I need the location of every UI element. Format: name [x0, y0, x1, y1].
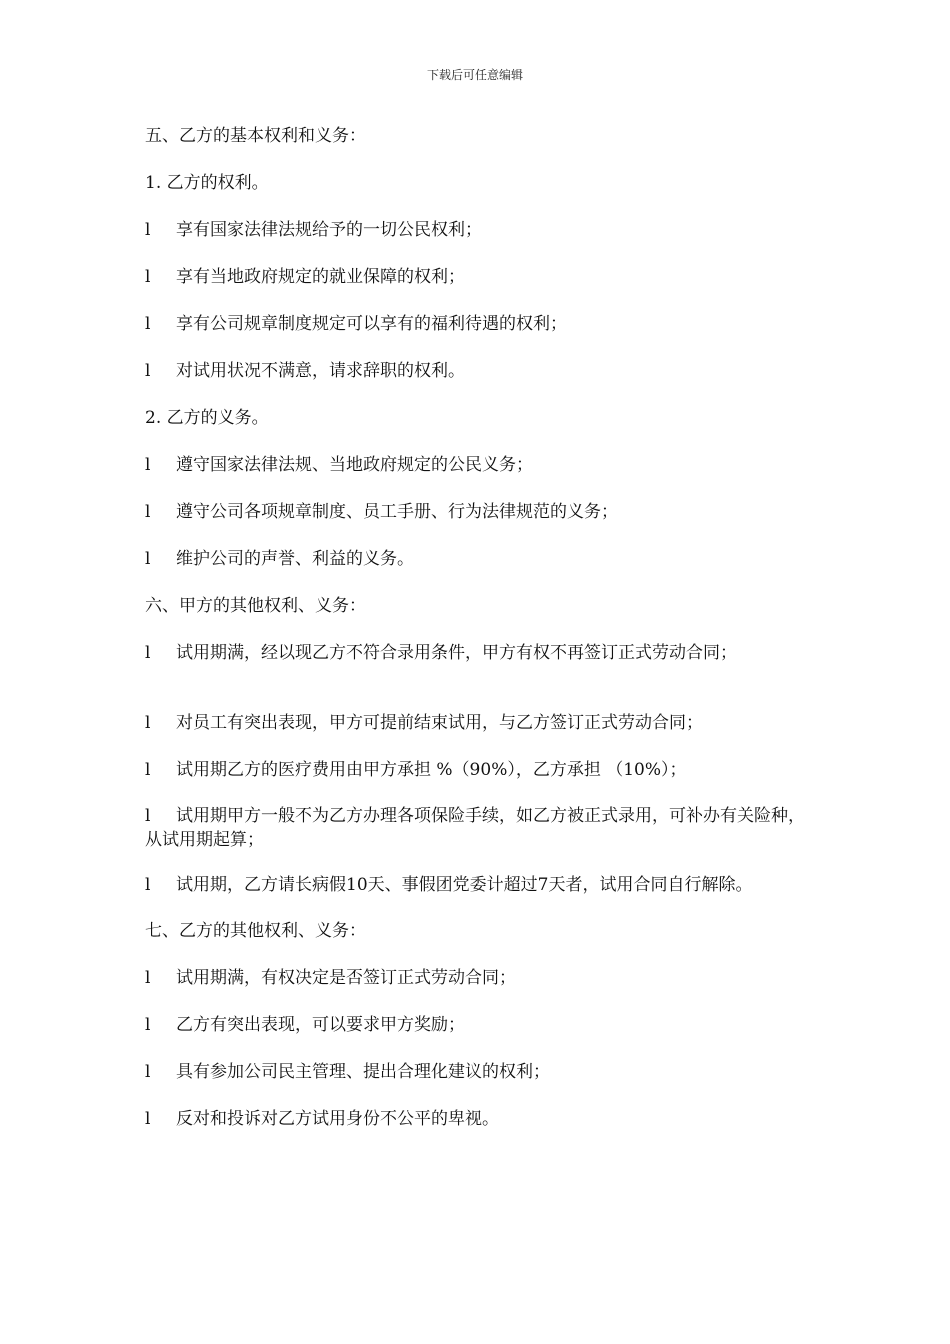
list-item [145, 873, 805, 897]
bullet-marker: l [145, 549, 151, 569]
list-item [145, 546, 805, 572]
list-item [145, 1059, 805, 1085]
list-item [145, 757, 805, 783]
list-item [145, 358, 805, 384]
list-item-text: 试用期甲方一般不为乙方办理各项保险手续，如乙方被正式录用，可补办有关险种，从试用期起算； [145, 806, 805, 850]
subsection-heading-rights: 1. 乙方的权利。 [145, 173, 269, 193]
list-item-text: 试用期乙方的医疗费用由甲方承担 %（90%），乙方承担 （10%）； [176, 760, 687, 780]
list-item [145, 965, 805, 991]
list-item-text: 具有参加公司民主管理、提出合理化建议的权利； [176, 1062, 550, 1082]
bullet-marker: l [145, 267, 151, 287]
bullet-marker: l [145, 502, 151, 522]
bullet-marker: l [145, 643, 151, 663]
list-item-text: 享有公司规章制度规定可以享有的福利待遇的权利； [176, 314, 567, 334]
bullet-marker: l [145, 455, 151, 475]
list-item-text: 遵守国家法律法规、当地政府规定的公民义务； [176, 455, 533, 475]
list-item [145, 264, 805, 290]
document-body [145, 123, 805, 1153]
list-item-text: 遵守公司各项规章制度、员工手册、行为法律规范的义务； [176, 502, 618, 522]
list-item [145, 499, 805, 525]
list-item-text: 享有国家法律法规给予的一切公民权利； [176, 220, 482, 240]
list-item [145, 217, 805, 243]
list-item [145, 804, 805, 852]
list-item [145, 1012, 805, 1038]
list-item [145, 640, 805, 666]
bullet-marker: l [145, 361, 151, 381]
section-heading-7: 七、乙方的其他权利、义务： [145, 921, 366, 941]
page-header: 下载后可任意编辑 [426, 68, 523, 82]
bullet-marker: l [145, 314, 151, 334]
list-item [145, 1106, 805, 1132]
list-item-text: 对员工有突出表现，甲方可提前结束试用，与乙方签订正式劳动合同； [176, 713, 703, 733]
bullet-marker: l [145, 1015, 151, 1035]
bullet-marker: l [145, 968, 151, 988]
list-item [145, 452, 805, 478]
list-item-text: 享有当地政府规定的就业保障的权利； [176, 267, 465, 287]
bullet-marker: l [145, 220, 151, 240]
list-item-text: 反对和投诉对乙方试用身份不公平的卑视。 [176, 1109, 499, 1129]
list-item-text: 试用期，乙方请长病假10天、事假团党委计超过7天者，试用合同自行解除。 [176, 875, 753, 895]
list-item-text: 对试用状况不满意，请求辞职的权利。 [176, 361, 465, 381]
list-item-text: 维护公司的声誉、利益的义务。 [176, 549, 414, 569]
section-heading-5: 五、乙方的基本权利和义务： [145, 126, 366, 146]
list-item-text: 试用期满，经以现乙方不符合录用条件，甲方有权不再签订正式劳动合同； [176, 643, 737, 663]
bullet-marker: l [145, 713, 151, 733]
bullet-marker: l [145, 806, 151, 826]
list-item [145, 710, 805, 736]
bullet-marker: l [145, 1109, 151, 1129]
bullet-marker: l [145, 760, 151, 780]
list-item-text: 乙方有突出表现，可以要求甲方奖励； [176, 1015, 465, 1035]
list-item [145, 311, 805, 337]
subsection-heading-duties: 2. 乙方的义务。 [145, 408, 269, 428]
section-heading-6: 六、甲方的其他权利、义务： [145, 596, 366, 616]
list-item-text: 试用期满，有权决定是否签订正式劳动合同； [176, 968, 516, 988]
bullet-marker: l [145, 875, 151, 895]
bullet-marker: l [145, 1062, 151, 1082]
